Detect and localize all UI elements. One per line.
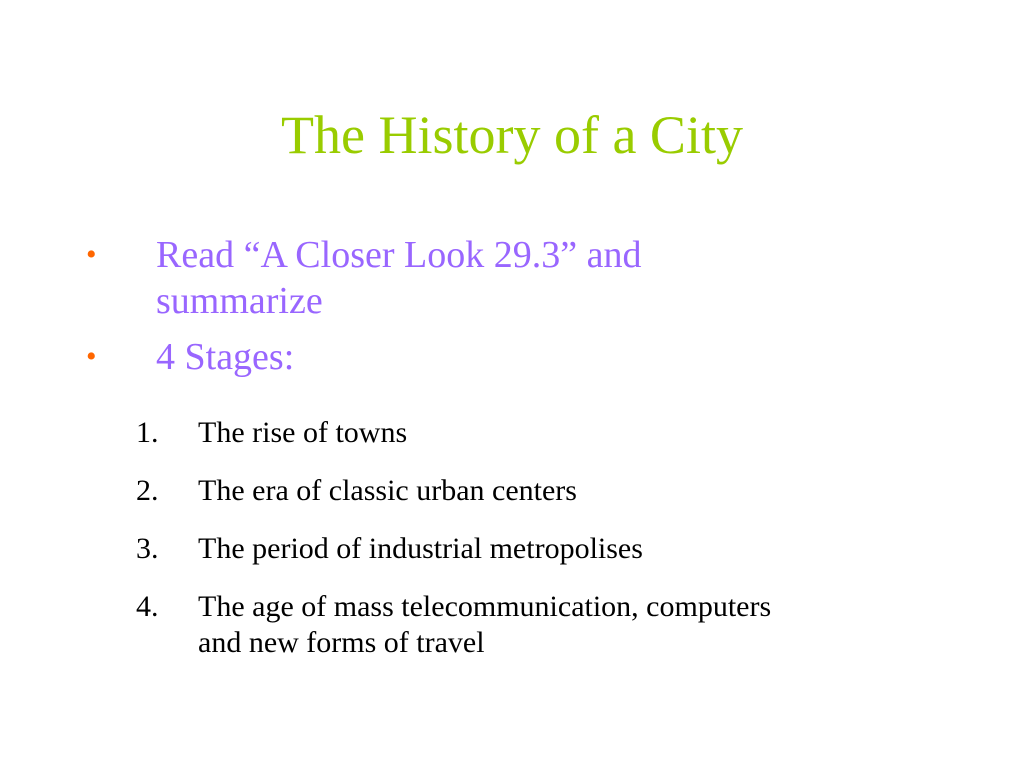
stage-number: 4. xyxy=(136,590,159,623)
stage-text: The age of mass telecommunication, computers and new forms of travel xyxy=(198,590,772,659)
stage-item xyxy=(136,531,816,567)
bullet-text: 4 Stages: xyxy=(156,336,295,378)
stage-text: The period of industrial metropolises xyxy=(198,532,643,565)
slide-title: The History of a City xyxy=(281,105,743,165)
stage-text: The rise of towns xyxy=(198,416,408,449)
stage-list xyxy=(136,415,816,683)
stage-number: 1. xyxy=(136,416,159,449)
stage-text: The era of classic urban centers xyxy=(198,474,577,507)
stage-item xyxy=(136,473,816,509)
bullet-list xyxy=(86,232,786,390)
stage-number: 3. xyxy=(136,532,159,565)
bullet-icon: • xyxy=(86,238,97,271)
stage-item xyxy=(136,589,816,661)
bullet-item xyxy=(86,334,786,380)
bullet-icon: • xyxy=(86,340,97,373)
stage-item xyxy=(136,415,816,451)
bullet-item xyxy=(86,232,786,324)
stage-number: 2. xyxy=(136,474,159,507)
bullet-text: Read “A Closer Look 29.3” and summarize xyxy=(156,234,642,322)
